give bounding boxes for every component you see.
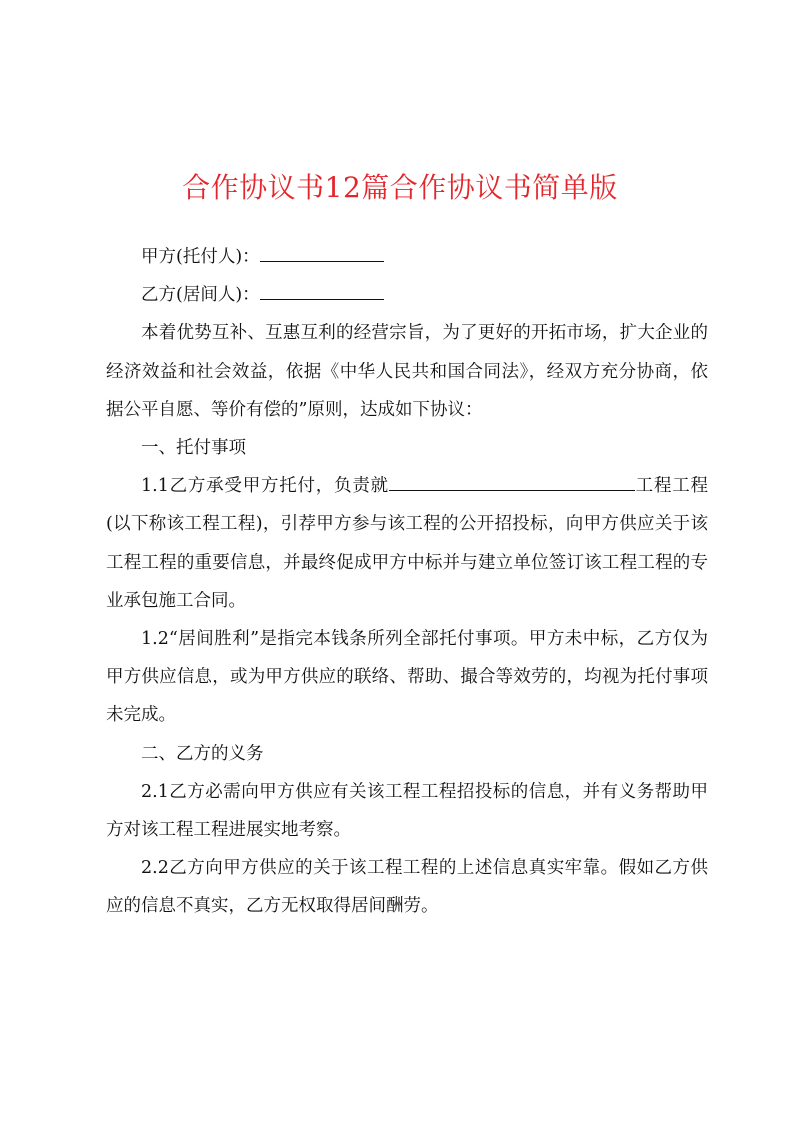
clause-1-1: [106, 467, 708, 620]
intro-paragraph: 本着优势互补、互惠互利的经营宗旨，为了更好的开拓市场，扩大企业的经济效益和社会效益，依据《中华人民共和国合同法》，经双方充分协商，依据公平自愿、等价有偿的”原则，达成如下协议：: [106, 323, 708, 420]
party-a-blank: [260, 243, 384, 262]
clause-1-1-rest: 工程工程(以下称该工程工程)，引荐甲方参与该工程的公开招投标，向甲方供应关于该工程工程的重要信息，并最终促成甲方中标并与建立单位签订该工程工程的专业承包施工合同。: [106, 476, 708, 611]
clause-2-2: 2.2乙方向甲方供应的关于该工程工程的上述信息真实牢靠。假如乙方供应的信息不真实，乙方无权取得居间酬劳。: [106, 858, 708, 917]
section-2-heading: 二、乙方的义务: [141, 743, 264, 764]
party-b-line: [106, 276, 708, 314]
party-a-line: [106, 238, 708, 276]
section-1-heading: 一、托付事项: [141, 438, 246, 459]
document-body: [106, 238, 708, 926]
party-a-label: 甲方(托付人)：: [141, 247, 260, 267]
clause-2-1: 2.1乙方必需向甲方供应有关该工程工程招投标的信息，并有义务帮助甲方对该工程工程进展实地考察。: [106, 781, 708, 841]
party-b-blank: [260, 281, 384, 300]
project-name-blank: [389, 472, 635, 491]
clause-1-1-lead: 1.1乙方承受甲方托付，负责就: [141, 476, 389, 497]
document-title: 合作协议书12篇合作协议书简单版: [182, 171, 618, 204]
clause-1-2: 1.2“居间胜利”是指完本钱条所列全部托付事项。甲方未中标，乙方仅为甲方供应信息，或为甲方供应的联络、帮助、撮合等效劳的，均视为托付事项未完成。: [106, 629, 708, 726]
party-b-label: 乙方(居间人)：: [141, 285, 260, 306]
